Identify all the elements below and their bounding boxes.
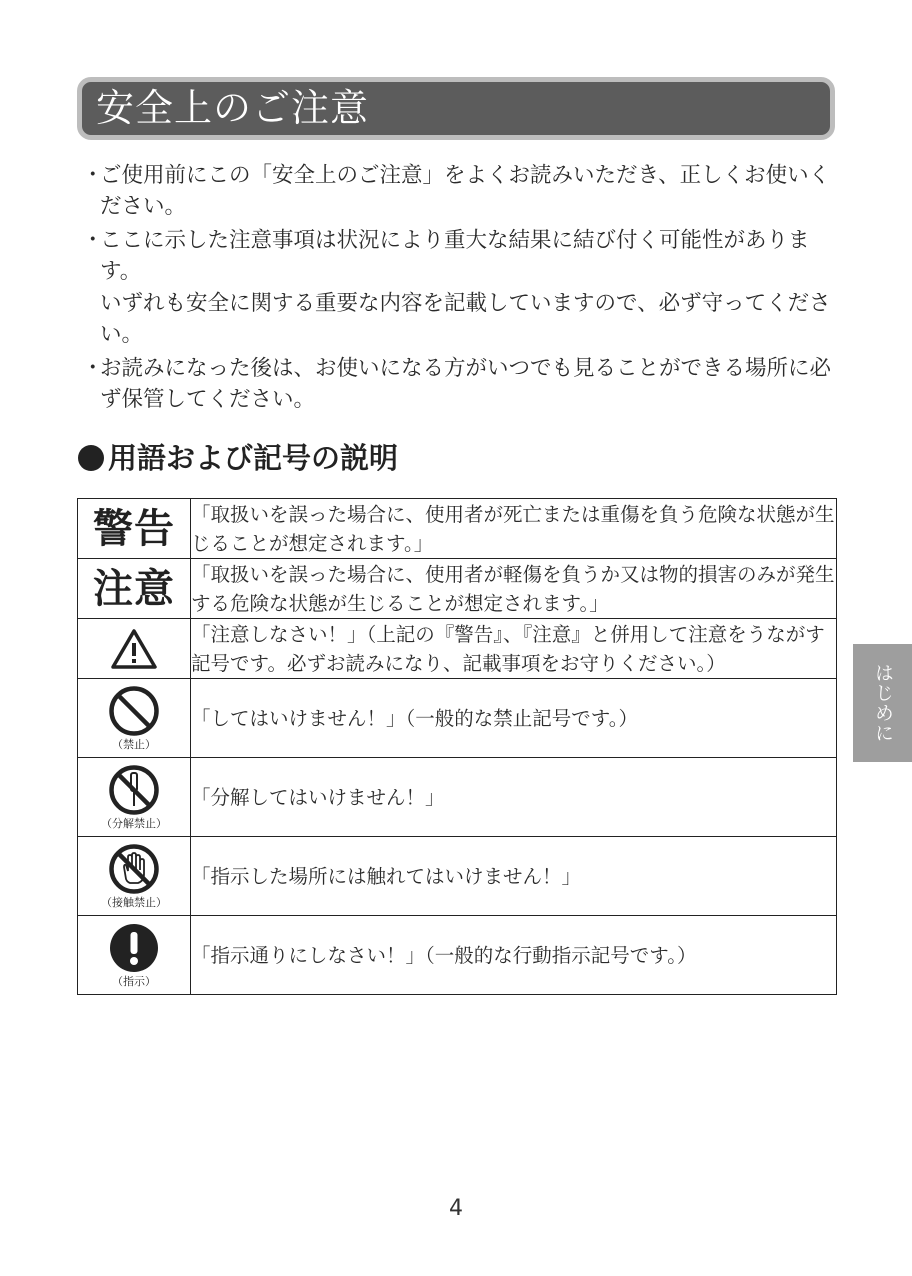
mandatory-action-icon (108, 922, 160, 974)
bullet: ・ (82, 163, 104, 188)
warning-triangle-icon (110, 628, 158, 670)
table-row (78, 559, 837, 619)
icon-caption: （指示） (112, 975, 156, 988)
table-row (78, 916, 837, 995)
list-item (82, 225, 842, 350)
description-cell: 「分解してはいけません！」 (191, 758, 837, 837)
description-cell: 「注意しなさい！」（上記の『警告』、『注意』と併用して注意をうながす記号です。必ずお読みになり、記載事項をお守りください。） (191, 619, 837, 679)
table-row (78, 619, 837, 679)
intro-paragraph: いずれも安全に関する重要な内容を記載していますので、必ず守ってください。 (100, 291, 831, 347)
description-cell: 「取扱いを誤った場合に、使用者が軽傷を負うか又は物的損害のみが発生する危険な状態が生じることが想定されます。」 (191, 559, 837, 619)
table-row (78, 837, 837, 916)
description-cell: 「取扱いを誤った場合に、使用者が死亡または重傷を負う危険な状態が生じることが想定されます。」 (191, 499, 837, 559)
description-cell: 「指示した場所には触れてはいけません！」 (191, 837, 837, 916)
list-item (82, 353, 842, 415)
section-heading-text: 用語および記号の説明 (108, 441, 399, 475)
symbol-cell (78, 619, 191, 679)
terms-table (77, 498, 837, 995)
intro-paragraph: お読みになった後は、お使いになる方がいつでも見ることができる場所に必ず保管してください。 (100, 356, 832, 412)
chapter-tab: はじめに (853, 644, 912, 762)
table-row (78, 499, 837, 559)
description-cell: 「してはいけません！」（一般的な禁止記号です。） (191, 679, 837, 758)
symbol-cell (78, 916, 191, 995)
symbol-cell (78, 758, 191, 837)
symbol-cell (78, 679, 191, 758)
page-number: 4 (449, 1196, 463, 1221)
bullet: ・ (82, 356, 104, 381)
bullet-dot-icon (78, 445, 104, 471)
symbol-cell (78, 837, 191, 916)
icon-caption: （接触禁止） (101, 896, 167, 909)
section-heading (78, 436, 398, 480)
icon-caption: （禁止） (112, 738, 156, 751)
no-disassembly-icon (108, 764, 160, 816)
icon-caption: （分解禁止） (101, 817, 167, 830)
page-title: 安全上のご注意 (77, 77, 835, 140)
prohibited-icon (108, 685, 160, 737)
table-row (78, 758, 837, 837)
bullet: ・ (82, 228, 104, 253)
list-item (82, 160, 842, 222)
caution-label: 注意 (93, 565, 175, 612)
symbol-cell (78, 499, 191, 559)
intro-paragraph: ご使用前にこの「安全上のご注意」をよくお読みいただき、正しくお使いください。 (100, 163, 831, 219)
no-touch-icon (108, 843, 160, 895)
description-cell: 「指示通りにしなさい！」（一般的な行動指示記号です。） (191, 916, 837, 995)
warning-label: 警告 (93, 505, 175, 552)
intro-list (82, 160, 842, 418)
symbol-cell (78, 559, 191, 619)
table-row (78, 679, 837, 758)
intro-paragraph: ここに示した注意事項は状況により重大な結果に結び付く可能性があります。 (100, 228, 810, 284)
